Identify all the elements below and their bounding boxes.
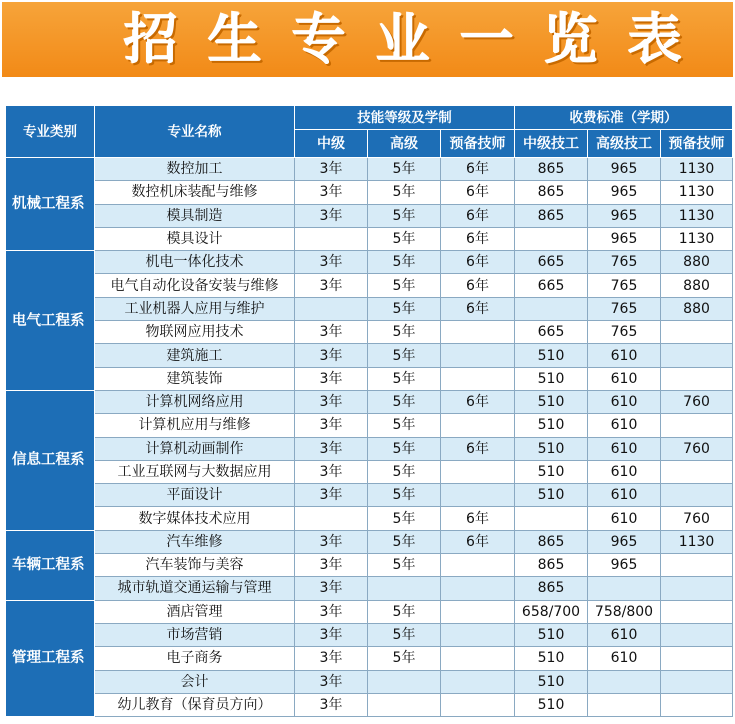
skill-advanced-cell [368, 577, 441, 600]
major-name-cell: 建筑施工 [95, 344, 295, 367]
skill-technician-cell [441, 670, 515, 693]
fee-intermediate-cell: 510 [515, 367, 588, 390]
major-name-cell: 建筑装饰 [95, 367, 295, 390]
fee-technician-cell [661, 414, 733, 437]
skill-intermediate-cell: 3年 [295, 274, 368, 297]
fee-technician-cell: 760 [661, 507, 733, 530]
skill-advanced-cell: 5年 [368, 227, 441, 250]
fee-advanced-cell: 610 [588, 437, 661, 460]
category-cell: 电气工程系 [6, 251, 95, 391]
fee-advanced-cell: 610 [588, 507, 661, 530]
fee-advanced-cell: 965 [588, 158, 661, 181]
table-row [6, 274, 733, 297]
header-skill-intermediate: 中级 [295, 130, 368, 158]
fee-intermediate-cell: 865 [515, 554, 588, 577]
fee-technician-cell [661, 367, 733, 390]
fee-intermediate-cell: 510 [515, 414, 588, 437]
skill-advanced-cell: 5年 [368, 367, 441, 390]
major-name-cell: 汽车装饰与美容 [95, 554, 295, 577]
skill-intermediate-cell: 3年 [295, 344, 368, 367]
fee-technician-cell: 1130 [661, 227, 733, 250]
skill-advanced-cell: 5年 [368, 158, 441, 181]
fee-technician-cell [661, 600, 733, 623]
skill-advanced-cell: 5年 [368, 390, 441, 413]
major-name-cell: 电子商务 [95, 647, 295, 670]
skill-intermediate-cell: 3年 [295, 647, 368, 670]
skill-advanced-cell: 5年 [368, 623, 441, 646]
category-cell: 信息工程系 [6, 390, 95, 530]
skill-intermediate-cell [295, 227, 368, 250]
skill-technician-cell: 6年 [441, 437, 515, 460]
major-name-cell: 模具设计 [95, 227, 295, 250]
table-row [6, 670, 733, 693]
fee-intermediate-cell: 510 [515, 484, 588, 507]
table-row [6, 647, 733, 670]
skill-intermediate-cell: 3年 [295, 414, 368, 437]
table-row [6, 158, 733, 181]
skill-intermediate-cell: 3年 [295, 554, 368, 577]
skill-technician-cell: 6年 [441, 181, 515, 204]
fee-advanced-cell: 758/800 [588, 600, 661, 623]
fee-intermediate-cell: 865 [515, 204, 588, 227]
fee-technician-cell: 880 [661, 297, 733, 320]
fee-technician-cell [661, 554, 733, 577]
fee-advanced-cell [588, 670, 661, 693]
table-row [6, 390, 733, 413]
table-row [6, 530, 733, 553]
major-name-cell: 数控加工 [95, 158, 295, 181]
major-name-cell: 工业互联网与大数据应用 [95, 460, 295, 483]
fee-technician-cell: 880 [661, 274, 733, 297]
skill-technician-cell: 6年 [441, 274, 515, 297]
skill-advanced-cell: 5年 [368, 344, 441, 367]
table-row [6, 577, 733, 600]
table-row [6, 484, 733, 507]
fee-advanced-cell: 765 [588, 274, 661, 297]
major-name-cell: 数字媒体技术应用 [95, 507, 295, 530]
skill-intermediate-cell: 3年 [295, 623, 368, 646]
fee-technician-cell: 1130 [661, 181, 733, 204]
skill-intermediate-cell: 3年 [295, 158, 368, 181]
skill-advanced-cell: 5年 [368, 274, 441, 297]
skill-technician-cell [441, 414, 515, 437]
fee-technician-cell [661, 460, 733, 483]
skill-advanced-cell: 5年 [368, 321, 441, 344]
category-cell: 车辆工程系 [6, 530, 95, 600]
table-row [6, 227, 733, 250]
header-skill-group: 技能等级及学制 [295, 106, 515, 130]
skill-technician-cell [441, 554, 515, 577]
major-name-cell: 计算机动画制作 [95, 437, 295, 460]
fee-technician-cell: 1130 [661, 530, 733, 553]
skill-advanced-cell: 5年 [368, 507, 441, 530]
fee-intermediate-cell: 865 [515, 158, 588, 181]
category-cell: 管理工程系 [6, 600, 95, 716]
major-name-cell: 工业机器人应用与维护 [95, 297, 295, 320]
fee-advanced-cell: 610 [588, 623, 661, 646]
skill-advanced-cell [368, 693, 441, 716]
fee-intermediate-cell: 510 [515, 390, 588, 413]
fee-intermediate-cell: 665 [515, 251, 588, 274]
skill-technician-cell [441, 460, 515, 483]
skill-technician-cell [441, 484, 515, 507]
major-name-cell: 酒店管理 [95, 600, 295, 623]
header-skill-advanced: 高级 [368, 130, 441, 158]
skill-intermediate-cell: 3年 [295, 693, 368, 716]
fee-technician-cell [661, 670, 733, 693]
fee-technician-cell [661, 623, 733, 646]
fee-technician-cell [661, 344, 733, 367]
fee-intermediate-cell: 510 [515, 693, 588, 716]
skill-technician-cell: 6年 [441, 530, 515, 553]
fee-intermediate-cell [515, 507, 588, 530]
skill-intermediate-cell [295, 507, 368, 530]
fee-intermediate-cell: 865 [515, 181, 588, 204]
major-name-cell: 物联网应用技术 [95, 321, 295, 344]
fee-intermediate-cell [515, 227, 588, 250]
major-name-cell: 模具制造 [95, 204, 295, 227]
fee-technician-cell: 1130 [661, 158, 733, 181]
fee-intermediate-cell: 865 [515, 530, 588, 553]
major-name-cell: 市场营销 [95, 623, 295, 646]
skill-technician-cell [441, 693, 515, 716]
fee-intermediate-cell: 665 [515, 274, 588, 297]
skill-intermediate-cell [295, 297, 368, 320]
table-row [6, 507, 733, 530]
table-body [6, 158, 733, 717]
skill-intermediate-cell: 3年 [295, 460, 368, 483]
skill-technician-cell [441, 344, 515, 367]
skill-technician-cell: 6年 [441, 507, 515, 530]
major-name-cell: 幼儿教育（保育员方向） [95, 693, 295, 716]
fee-advanced-cell: 965 [588, 204, 661, 227]
fee-technician-cell: 1130 [661, 204, 733, 227]
fee-advanced-cell: 610 [588, 390, 661, 413]
skill-advanced-cell: 5年 [368, 297, 441, 320]
skill-technician-cell [441, 577, 515, 600]
table-row [6, 623, 733, 646]
fee-intermediate-cell: 510 [515, 344, 588, 367]
fee-intermediate-cell: 510 [515, 647, 588, 670]
major-name-cell: 会计 [95, 670, 295, 693]
skill-intermediate-cell: 3年 [295, 204, 368, 227]
fee-technician-cell [661, 484, 733, 507]
enrollment-table [5, 105, 733, 717]
header-fee-group: 收费标准（学期） [515, 106, 733, 130]
fee-advanced-cell: 965 [588, 530, 661, 553]
table-row [6, 181, 733, 204]
fee-intermediate-cell: 510 [515, 670, 588, 693]
fee-technician-cell [661, 577, 733, 600]
fee-advanced-cell: 965 [588, 227, 661, 250]
skill-advanced-cell: 5年 [368, 460, 441, 483]
skill-intermediate-cell: 3年 [295, 390, 368, 413]
fee-intermediate-cell: 865 [515, 577, 588, 600]
header-fee-advanced: 高级技工 [588, 130, 661, 158]
skill-intermediate-cell: 3年 [295, 437, 368, 460]
skill-technician-cell: 6年 [441, 227, 515, 250]
table-row [6, 460, 733, 483]
table-row [6, 554, 733, 577]
skill-intermediate-cell: 3年 [295, 251, 368, 274]
fee-advanced-cell: 610 [588, 484, 661, 507]
skill-advanced-cell: 5年 [368, 530, 441, 553]
fee-intermediate-cell: 510 [515, 623, 588, 646]
table-row [6, 367, 733, 390]
fee-technician-cell: 880 [661, 251, 733, 274]
skill-advanced-cell [368, 670, 441, 693]
skill-advanced-cell: 5年 [368, 437, 441, 460]
skill-technician-cell [441, 647, 515, 670]
fee-advanced-cell [588, 577, 661, 600]
fee-advanced-cell: 610 [588, 647, 661, 670]
major-name-cell: 计算机网络应用 [95, 390, 295, 413]
skill-intermediate-cell: 3年 [295, 367, 368, 390]
fee-intermediate-cell [515, 297, 588, 320]
skill-advanced-cell: 5年 [368, 554, 441, 577]
fee-advanced-cell: 765 [588, 321, 661, 344]
skill-intermediate-cell: 3年 [295, 484, 368, 507]
header-skill-technician: 预备技师 [441, 130, 515, 158]
skill-technician-cell [441, 600, 515, 623]
skill-intermediate-cell: 3年 [295, 670, 368, 693]
fee-technician-cell [661, 693, 733, 716]
title-banner [2, 2, 733, 77]
skill-technician-cell [441, 367, 515, 390]
fee-advanced-cell: 965 [588, 181, 661, 204]
major-name-cell: 城市轨道交通运输与管理 [95, 577, 295, 600]
table-row [6, 437, 733, 460]
skill-intermediate-cell: 3年 [295, 181, 368, 204]
skill-advanced-cell: 5年 [368, 484, 441, 507]
fee-intermediate-cell: 665 [515, 321, 588, 344]
fee-technician-cell [661, 321, 733, 344]
header-fee-intermediate: 中级技工 [515, 130, 588, 158]
major-name-cell: 数控机床装配与维修 [95, 181, 295, 204]
category-cell: 机械工程系 [6, 158, 95, 251]
skill-technician-cell [441, 623, 515, 646]
major-name-cell: 电气自动化设备安装与维修 [95, 274, 295, 297]
major-name-cell: 平面设计 [95, 484, 295, 507]
fee-advanced-cell: 765 [588, 251, 661, 274]
skill-intermediate-cell: 3年 [295, 321, 368, 344]
table-row [6, 297, 733, 320]
skill-advanced-cell: 5年 [368, 647, 441, 670]
fee-intermediate-cell: 510 [515, 460, 588, 483]
skill-intermediate-cell: 3年 [295, 530, 368, 553]
fee-advanced-cell: 610 [588, 367, 661, 390]
fee-advanced-cell: 610 [588, 414, 661, 437]
header-fee-technician: 预备技师 [661, 130, 733, 158]
skill-advanced-cell: 5年 [368, 251, 441, 274]
skill-advanced-cell: 5年 [368, 414, 441, 437]
skill-intermediate-cell: 3年 [295, 600, 368, 623]
skill-technician-cell: 6年 [441, 251, 515, 274]
table-row [6, 251, 733, 274]
fee-technician-cell: 760 [661, 437, 733, 460]
skill-technician-cell: 6年 [441, 158, 515, 181]
table-row [6, 344, 733, 367]
table-row [6, 414, 733, 437]
fee-advanced-cell [588, 693, 661, 716]
skill-technician-cell: 6年 [441, 390, 515, 413]
fee-advanced-cell: 765 [588, 297, 661, 320]
fee-advanced-cell: 610 [588, 460, 661, 483]
table-row [6, 321, 733, 344]
header-major: 专业名称 [95, 106, 295, 158]
fee-advanced-cell: 965 [588, 554, 661, 577]
fee-intermediate-cell: 510 [515, 437, 588, 460]
table-row [6, 693, 733, 716]
table-row [6, 600, 733, 623]
skill-advanced-cell: 5年 [368, 204, 441, 227]
fee-technician-cell: 760 [661, 390, 733, 413]
major-name-cell: 汽车维修 [95, 530, 295, 553]
fee-intermediate-cell: 658/700 [515, 600, 588, 623]
skill-technician-cell [441, 321, 515, 344]
major-name-cell: 机电一体化技术 [95, 251, 295, 274]
fee-technician-cell [661, 647, 733, 670]
table-row [6, 204, 733, 227]
fee-advanced-cell: 610 [588, 344, 661, 367]
major-name-cell: 计算机应用与维修 [95, 414, 295, 437]
skill-advanced-cell: 5年 [368, 600, 441, 623]
skill-technician-cell: 6年 [441, 204, 515, 227]
page-title: 招生专业一览表 [124, 8, 712, 71]
skill-intermediate-cell: 3年 [295, 577, 368, 600]
header-category: 专业类别 [6, 106, 95, 158]
skill-technician-cell: 6年 [441, 297, 515, 320]
skill-advanced-cell: 5年 [368, 181, 441, 204]
